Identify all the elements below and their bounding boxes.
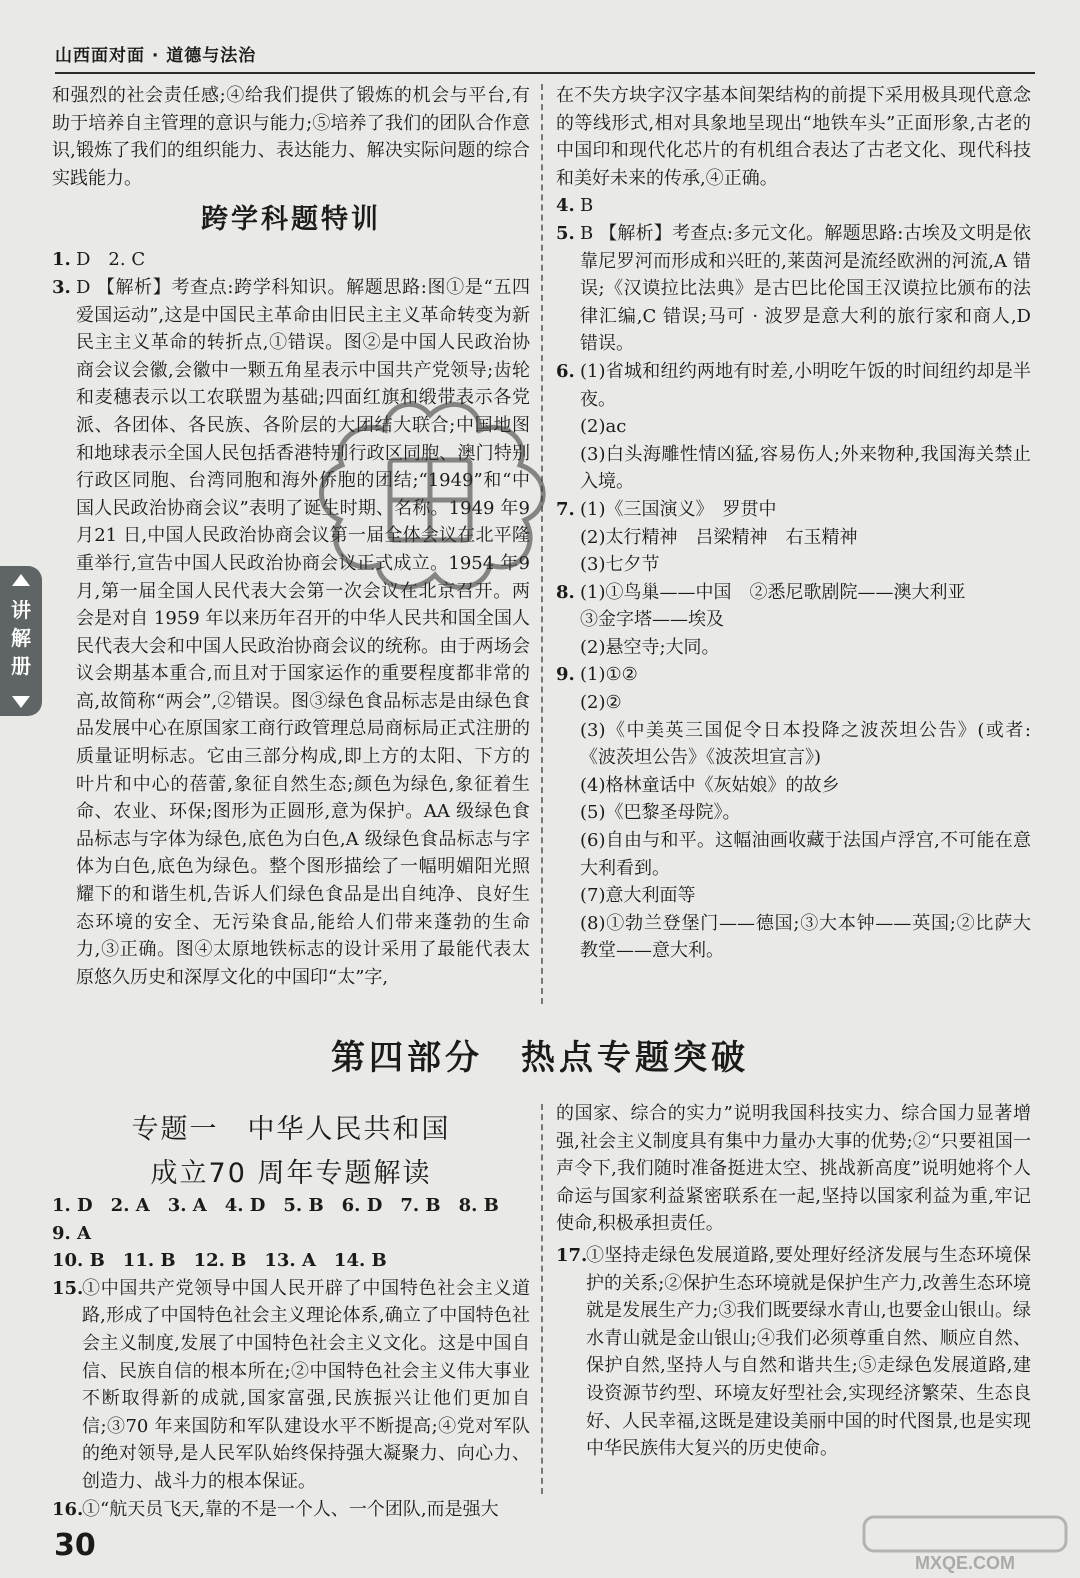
header-title: 山西面对面 · 道德与法治 — [55, 46, 257, 66]
answer-3-text: D 【解析】考查点:跨学科知识。解题思路:图①是“五四爱国运动”,这是中国民主革命由旧民主主义革命转变为新民主主义革命的转折点,①错误。图②是中国人民政治协商会议会徽,会徽中一颗五角星表示中国共产党领导;齿轮和麦穗表示以工农联盟为基础;四面红旗和缎带表示各党派、各团体、各民族、各阶层的大团结大联合;中国地图和地球表示全国人民包括香港特别行政区同胞、澳门特别行政区同胞、台湾同胞和海外侨胞的团结;“1949”和“中国人民政治协商会议”表明了诞生时期、名称。1949 年9月21 日,中国人民政治协商会议第一届全体会议在北平隆重举行,宣告中国人民政治协商会议正式成立。1954 年9月,第一届全国人民代表大会第一次会议在北京召开。两会是对自 1959 年以来历年召开的中华人民共和国全国人民代表大会和中国人民政治协商会议的统称。由于两场会议会期基本重合,而且对于国家运作的重要程度都非常的高,故简称“两会”,②错误。图③绿色食品标志是由绿色食品发展中心在原国家工商行政管理总局商标局正式注册的质量证明标志。它由三部分构成,即上方的太阳、下方的叶片和中心的蓓蕾,象征自然生态;颜色为绿色,象征着生命、农业、环保;图形为正圆形,意为保护。AA 级绿色食品标志与字体为绿色,底色为白色,A 级绿色食品标志与字体为白色,底色为绿色。整个图形描绘了一幅明媚阳光照耀下的和谐生机,告诉人们绿色食品是出自纯净、良好生态环境的安全、无污染食品,能给人们带来蓬勃的生命力,③正确。图④太原地铁标志的设计采用了最能代表太原悠久历史和深厚文化的中国印“太”字, — [76, 276, 530, 988]
part-title: 第四部分 热点专题突破 — [331, 1038, 749, 1078]
topic-title-line-2: 成立70 周年专题解读 — [150, 1158, 432, 1189]
answer-16-text: ①“航天员飞天,靠的不是一个人、一个团队,而是强大 — [82, 1498, 499, 1520]
page-number: 30 — [54, 1528, 96, 1563]
svg-text:MXQE.COM: MXQE.COM — [914, 1553, 1016, 1573]
answer-item-3: 3. D 【解析】考查点:跨学科知识。解题思路:图①是“五四爱国运动”,这是中国民主革命由旧民主主义革命转变为新民主主义革命的转折点,①错误。图②是中国人民政治协商会议会徽,会徽中一颗五角星表示中国共产党领导;齿轮和麦穗表示以工农联盟为基础;四面红旗和缎带表示各党派、各团体、各民族、各阶层的大团结大联合;中国地图和地球表示全国人民包括香港特别行政区同胞、澳门特别行政区同胞、台湾同胞和海外侨胞的团结;“1949”和“中国人民政治协商会议”表明了诞生时期、名称。1949 年9月21 日,中国人民政治协商会议第一届全体会议在北平隆重举行,宣告中国人民政治协商会议正式成立。1954 年9月,第一届全国人民代表大会第一次会议在北京召开。两会是对自 1959 年以来历年召开的中华人民共和国全国人民代表大会和中国人民政治协商会议的统称。由于两场会议会期基本重合,而且对于国家运作的重要程度都非常的高,故简称“两会”,②错误。图③绿色食品标志是由绿色食品发展中心在原国家工商行政管理总局商标局正式注册的质量证明标志。它由三部分构成,即上方的太阳、下方的叶片和中心的蓓蕾,象征自然生态;颜色为绿色,象征着生命、农业、环保;图形为正圆形,意为保护。AA 级绿色食品标志与字体为绿色,底色为白色,A 级绿色食品标志与字体为白色,底色为绿色。整个图形描绘了一幅明媚阳光照耀下的和谐生机,告诉人们绿色食品是出自纯净、良好生态环境的安全、无污染食品,能给人们带来蓬勃的生命力,③正确。图④太原地铁标志的设计采用了最能代表太原悠久历史和深厚文化的中国印“太”字, — [52, 274, 530, 991]
answer-item-17: 17. ①坚持走绿色发展道路,要处理好经济发展与生态环境保护的关系;②保护生态环境就是保护生产力,改善生态环境就是发展生产力;③我们既要绿水青山,也要金山银山。绿水青山就是金山银山;④我们必须尊重自然、顺应自然、保护自然,坚持人与自然和谐共生;⑤走绿色发展道路,建设资源节约型、环境友好型社会,实现经济繁荣、生态良好、人民幸福,这既是建设美丽中国的时代图景,也是实现中华民族伟大复兴的历史使命。 — [556, 1244, 1031, 1460]
watermark-logo-icon — [860, 1515, 1070, 1575]
triangle-up-icon — [12, 574, 30, 586]
answer-item-9: 9. (1)①② (2)② (3)《中美英三国促令日本投降之波茨坦公告》(或者:《波茨坦公告》《波茨坦宣言》) (4)格林童话中《灰姑娘》的故乡 (5)《巴黎圣母院》。 (6)自由与和平。这幅油画收藏于法国卢浮宫,不可能在意大利看到。 (7)意大利面等 (8)①勃兰登堡门——德国;③大本钟——英国;②比萨大教堂——意大利。 — [556, 664, 1031, 962]
carryover-paragraph: 和强烈的社会责任感;④给我们提供了锻炼的机会与平台,有助于培养自主管理的意识与能力;⑤培养了我们的团队合作意识,锻炼了我们的组织能力、表达能力、解决实际问题的综合实践能力。 — [52, 85, 530, 189]
triangle-down-icon — [12, 696, 30, 708]
answer-item-7: 7. (1)《三国演义》 罗贯中 (2)太行精神 吕梁精神 右玉精神 (3)七夕节 — [556, 498, 858, 576]
running-header — [55, 38, 1035, 74]
answer-item-8: 8. (1)①鸟巢——中国 ②悉尼歌剧院——澳大利亚 ③金字塔——埃及 (2)悬空寺;大同。 — [556, 581, 966, 658]
section-title-cross-subject: 跨学科题特训 — [201, 204, 381, 236]
answer-16-continued: 的国家、综合的实力”说明我国科技实力、综合国力显著增强,社会主义制度具有集中力量办大事的优势;②“只要祖国一声令下,我们随时准备挺进太空、挑战新高度”说明她将个人命运与国家利益紧密联系在一起,坚持以国家利益为重,牢记使命,积极承担责任。 — [556, 1103, 1031, 1235]
answer-item-5: 5. B 【解析】考查点:多元文化。解题思路:古埃及文明是依靠尼罗河而形成和兴旺的,莱茵河是流经欧洲的河流,A 错误;《汉谟拉比法典》是古巴比伦国王汉谟拉比颁布的法律汇编,C 错误;马可 · 波罗是意大利的旅行家和商人,D 错误。 — [556, 222, 1031, 355]
right-column-bottom — [556, 1100, 1031, 1463]
topic-title-line-1: 专题一 中华人民共和国 — [131, 1114, 451, 1145]
flower-stamp-icon — [300, 395, 560, 595]
answer-item-6: 6. (1)省城和纽约两地有时差,小明吃午饭的时间纽约却是半夜。 (2)ac (3)白头海雕性情凶猛,容易伤人;外来物种,我国海关禁止入境。 — [556, 360, 1031, 493]
topic-title — [52, 1108, 530, 1196]
answer-item-1-2: 1. D 2. C — [52, 249, 146, 271]
answer-item-15: 15. ①中国共产党领导中国人民开辟了中国特色社会主义道路,形成了中国特色社会主义理论体系,确立了中国特色社会主义制度,发展了中国特色社会主义文化。这是中国自信、民族自信的根本所在;②中国特色社会主义伟大事业不断取得新的成就,国家富强,民族振兴让他们更加自信;③70 年来国防和军队建设水平不断提高;④党对军队的绝对领导,是人民军队始终保持强大凝聚力、向心力、创造力、战斗力的根本保证。 — [52, 1277, 530, 1492]
side-tab: 讲 解 册 — [0, 566, 42, 716]
left-column-bottom — [52, 1192, 530, 1523]
answer-3-continued: 在不失方块字汉字基本间架结构的前提下采用极具现代意念的等线形式,相对具象地呈现出“地铁车头”正面形象,古老的中国印和现代化芯片的有机组合表达了古老文化、现代科技和美好未来的传承,④正确。 — [556, 85, 1031, 189]
column-divider-bottom — [541, 1104, 543, 1494]
mc-answers-line-1: 1. D 2. A 3. A 4. D 5. B 6. D 7. B 8. B 9. A — [52, 1195, 517, 1244]
mc-answers-line-2: 10. B 11. B 12. B 13. A 14. B — [52, 1250, 387, 1272]
answer-item-16: 16. ①“航天员飞天,靠的不是一个人、一个团队,而是强大 — [52, 1496, 530, 1524]
right-column-top — [556, 82, 1031, 965]
answer-item-4: 4. B — [556, 195, 594, 217]
